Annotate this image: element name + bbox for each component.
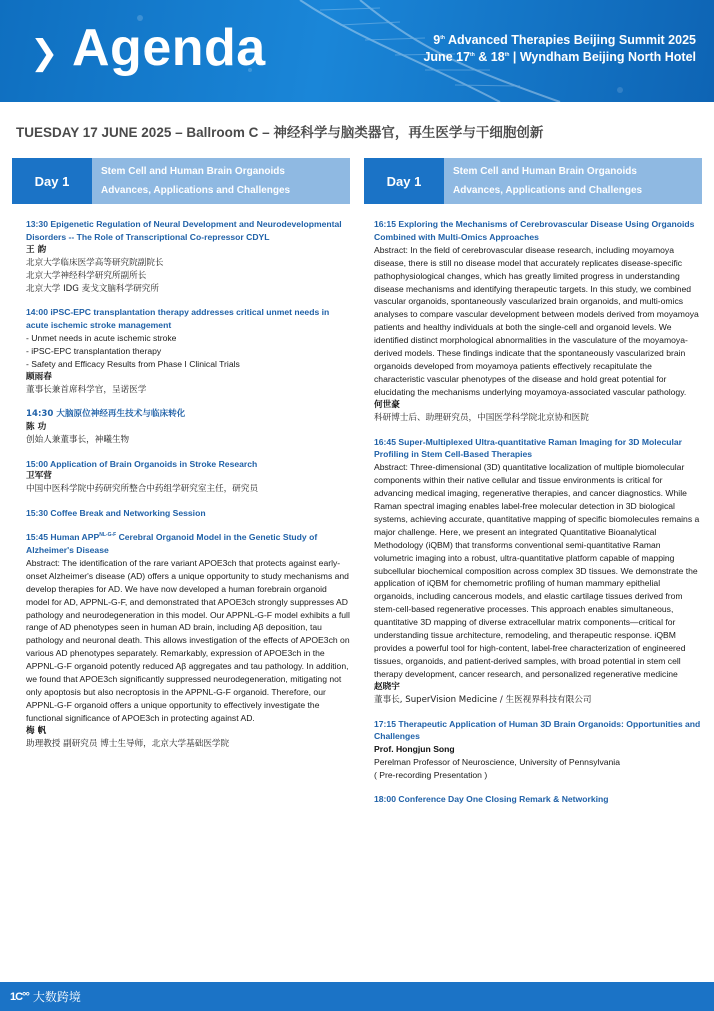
session-title-part: Cerebral Organoid Model in the Genetic Study of Alzheimer's Disease <box>26 532 318 556</box>
speaker-name: 陈 功 <box>26 421 47 432</box>
event-number-suffix: th <box>440 34 445 41</box>
session-title: 17:15 Therapeutic Application of Human 3D Brain Organoids: Opportunities and Challenges <box>374 718 701 742</box>
session-abstract: Abstract: Three-dimensional (3D) quantitative localization of multiple biomolecular components within their native cellular and tissue environments is critical for advancing medical imaging, regenerative therapies, and cancer diagnostics. While Raman spectral imaging enables label-free molecular detection in 3D biological systems, achieving accurate, quantitative mapping of specific biomolecules remains a major challenge. Here, we present an integrated Quantitative Bioanalytical Methodology (iQBM) that transforms conventional semi-quantitative Raman volumetric imaging into a robust, ultra-quantitative platform capable of mapping subcellular biochemical composition across complex 3D tissues. We demonstrate the application of iQBM for chemometric profiling of human mammary epithelial organoids, including cancerous models, and elastic cartilage tissues derived from stem-cell-based regenerative processes. This approach enables simultaneous, quantitative 3D mapping of diverse extracellular matrix components—critical for understanding tissue architecture, remodeling, and therapeutic response. iQBM provides a powerful tool for high-content, label-free characterization of engineered tissues, organoids, and patient-derived samples, with broad potential in stem cell therapy development, cancer research, and personalized regenerative medicine <box>374 462 700 679</box>
left-column <box>12 158 350 762</box>
session-title-superscript: NL-G-F <box>99 532 117 539</box>
session-bullet: - Safety and Efficacy Results from Phase I Clinical Trials <box>26 359 240 370</box>
session-abstract: Abstract: The identification of the rare variant APOE3ch that protects against early-onset Alzheimer's disease (AD) offers a unique opportunity to study mechanisms and develop therapies for AD. We have now developed a human forebrain organoid model for AD, APPNL-G-F, and demonstrated that APOE3ch strongly suppresses AD pathology and neurodegeneration in this model. Our APPNL-G-F model exhibits a full range of AD phenotypes seen in human AD brain, including Aβ deposition, tau pathology and neuronal death. This allows investigation of the effects of APOE3ch on various AD phenotypes separately. Remarkably, expression of APOE3ch in the APPNL-G-F organoid potently reduced Aβ aggregates and tau pathology. In addition, we found that APOE3ch significantly suppressed neurodegeneration, mitigating not only apoptosis but also necroptosis in the APPNL-G-F organoid. Therefore, our APPNL-G-F organoid offers a unique opportunity to effectively investigate the functional significance of APOE3ch in protecting against AD. <box>26 557 350 723</box>
session-title: 18:00 Conference Day One Closing Remark & Networking <box>374 794 609 805</box>
session-list <box>12 204 350 751</box>
day-label: Day 1 <box>12 158 92 204</box>
session-title: 16:15 Exploring the Mechanisms of Cerebrovascular Disease Using Organoids Combined with Multi-Omics Approaches <box>374 219 695 242</box>
footer-bar <box>0 982 714 1011</box>
session-list <box>364 204 702 806</box>
speaker-affiliation: 中国中医科学院中药研究所整合中药组学研究室主任，研究员 <box>26 484 259 495</box>
session-title: 14:00 iPSC-EPC transplantation therapy addresses critical unmet needs in acute ischemic stroke management <box>26 307 330 331</box>
speaker-name: 赵晓宇 <box>374 681 400 692</box>
event-name <box>423 32 696 49</box>
speaker-name: Prof. Hongjun Song <box>374 744 455 755</box>
agenda-header <box>0 0 714 102</box>
brand-logo <box>10 988 81 1005</box>
day-headline <box>16 121 706 141</box>
track-title-line2: Advances, Applications and Challenges <box>453 185 643 196</box>
speaker-name: 王 韵 <box>26 244 47 255</box>
speaker-affiliation: 科研博士后、助理研究员，中国医学科学院北京协和医院 <box>374 412 589 423</box>
session-item <box>26 507 350 520</box>
date-start: June 17 <box>423 50 471 64</box>
chevron-right-icon: ❯ <box>30 34 59 72</box>
speaker-affiliation: 北京大学临床医学高等研究院副院长 <box>26 257 164 268</box>
event-title: Advanced Therapies Beijing Summit 2025 <box>444 33 696 47</box>
date-end: & 18 <box>474 50 505 64</box>
speaker-name: 卫军营 <box>26 471 52 482</box>
session-item <box>374 793 702 806</box>
session-title: 13:30 Epigenetic Regulation of Neural Development and Neurodevelopmental Disorders -- The Role of Transcriptional Co-repressor CDYL <box>26 219 342 242</box>
session-item <box>26 218 350 295</box>
day-headline-en: TUESDAY 17 JUNE 2025 – Ballroom C – <box>16 125 274 140</box>
event-info <box>423 32 696 66</box>
track-title <box>92 158 350 204</box>
day-banner <box>364 158 702 204</box>
speaker-affiliation: 北京大学 IDG 麦戈文脑科学研究所 <box>26 283 159 294</box>
session-item <box>26 458 350 497</box>
session-item <box>26 306 350 396</box>
track-title-line1: Stem Cell and Human Brain Organoids <box>101 166 285 177</box>
right-column <box>364 158 702 817</box>
event-number: 9 <box>433 33 441 47</box>
session-title <box>26 531 350 557</box>
track-title-line2: Advances, Applications and Challenges <box>101 185 291 196</box>
speaker-affiliation: 董事长兼首席科学官，呈诺医学 <box>26 384 147 395</box>
speaker-name: 梅 帆 <box>26 725 47 736</box>
session-bullet: - Unmet needs in acute ischemic stroke <box>26 333 177 344</box>
session-item <box>374 718 702 783</box>
brand-logo-text: 大数跨境 <box>32 990 81 1004</box>
page-title: Agenda <box>72 19 266 77</box>
date-start-suffix: th <box>470 51 475 58</box>
session-abstract: Abstract: In the field of cerebrovascular disease research, including moyamoya disease, there is still no disease model that accurately replicates disease-specific pathophysiological changes, which has greatly limited progress in understanding disease mechanisms and identifying therapeutic targets. In this study, we combined vascular organoids, spontaneously vascularized brain organoids, and multi-omics analyses to compare vascular development between models derived from moyamoya patients and healthy individuals at both the single-cell and organoid levels. We identified distinct morphological abnormalities in the vasculature of the moyamoya-derived models. These findings indicate that the spontaneously vascularized brain organoids developed from moyamoya patients effectively recapitulate the characteristic vascular phenotypes of the disease and hold great potential for elucidating the mechanisms underlying moyamoya-associated vascular pathology. <box>374 244 699 397</box>
day-headline-zh: 神经科学与脑类器官，再生医学与干细胞创新 <box>273 125 544 141</box>
session-note: ( Pre-recording Presentation ) <box>374 770 488 781</box>
brand-logo-mark: 1C°° <box>10 990 29 1003</box>
session-title: 15:30 Coffee Break and Networking Session <box>26 508 206 519</box>
speaker-affiliation: 助理教授 副研究员 博士生导师，北京大学基础医学院 <box>26 738 230 749</box>
session-item <box>374 436 702 707</box>
venue: | Wyndham Beijing North Hotel <box>509 50 696 64</box>
track-title-line1: Stem Cell and Human Brain Organoids <box>453 166 637 177</box>
session-bullet: - iPSC-EPC transplantation therapy <box>26 346 162 357</box>
speaker-affiliation: 创始人兼董事长，神曦生物 <box>26 434 130 445</box>
day-label: Day 1 <box>364 158 444 204</box>
session-item <box>374 218 702 425</box>
speaker-name: 何世豪 <box>374 399 400 410</box>
speaker-affiliation: 董事长, SuperVision Medicine / 生医视界科技有限公司 <box>374 694 592 705</box>
session-title-part: 15:45 Human APP <box>26 532 100 543</box>
speaker-name: 顾雨春 <box>26 371 52 382</box>
session-title: 15:00 Application of Brain Organoids in Stroke Research <box>26 458 258 469</box>
track-title <box>444 158 702 204</box>
speaker-affiliation: Perelman Professor of Neuroscience, University of Pennsylvania <box>374 757 620 768</box>
date-end-suffix: th <box>504 51 510 58</box>
session-title: 14:30 大脑原位神经再生技术与临床转化 <box>26 408 186 419</box>
day-banner <box>12 158 350 204</box>
session-title: 16:45 Super-Multiplexed Ultra-quantitative Raman Imaging for 3D Molecular Profiling in Stem Cell-Based Therapies <box>374 436 683 460</box>
session-item <box>26 531 350 750</box>
speaker-affiliation: 北京大学神经科学研究所副所长 <box>26 270 147 281</box>
session-item <box>26 408 350 447</box>
event-dates <box>423 49 696 66</box>
